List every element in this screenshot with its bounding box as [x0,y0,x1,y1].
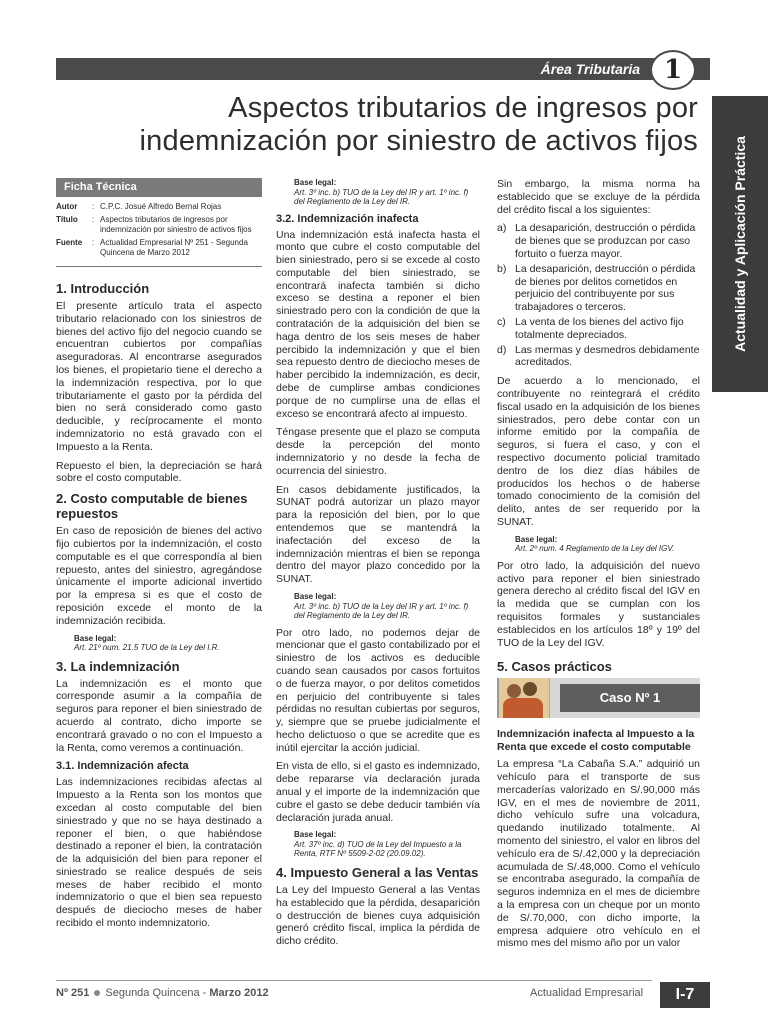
paragraph: La empresa “La Cabaña S.A.” adquirió un vehículo para el transporte de sus mercaderías valorizado en S/.90,000 más IGV, en el mes de noviembre de 2011, dicho vehículo sufre una volcadura, quedando inutilizado totalmente. Al momento del siniestro, el valor en libros del vehículo era de S/.42,000 y la depreciación acumulada de S/.48,000. Como el vehículo se encontraba asegurado, la compañía de seguros indemniza en el mes de diciembre a la empresa con un cheque por un monto de S/.70,000, con dicho importe, la empresa adquiere otro vehículo en el mismo mes del mismo año por un valor [497,758,700,950]
list-item [497,316,700,342]
section-number-badge: 1 [650,50,696,90]
list-item-text: Las mermas y desmedros debidamente acreditados. [515,343,700,369]
legal-basis-title: Base legal: [294,830,337,840]
paragraph: Una indemnización está inafecta hasta el monto que cubre el costo computable del bien siniestrado, pero si se excede al costo computable del bien siniestrado, se encontrará inafecta también si dicho exceso se destina a reponer el bien siniestrado pero con la condición de que la contratación de la adquisición del bien se haga dentro de los seis meses de haber percibido la indemnización y que el bien sea repuesto dentro de dieciocho meses de haber percibido la indemnización, es decir, debe de cumplirse ambas condiciones porque de no cumplirse una de ellas el exceso se encontrará afecto al impuesto. [276,228,480,420]
legal-basis-title: Base legal: [74,633,117,643]
list-marker: c) [497,315,506,328]
section-area-label: Área Tributaria [540,61,640,77]
paragraph: La indemnización es el monto que corresponde asumir a la compañía de seguros para reponer el bien siniestrado de acuerdo al contrato, dicho importe se encontrará gravado o no con el Impuesto a la Renta, como veremos a continuación. [56,677,262,754]
legal-basis [294,592,480,621]
paragraph: La Ley del Impuesto General a las Ventas ha establecido que la pérdida, desaparición o destrucción de bienes cuya adquisición generó crédito fiscal, implica la pérdida de dicho crédito. [276,883,480,948]
list-item [497,222,700,260]
section-header-bar [56,55,710,85]
paragraph: En vista de ello, si el gasto es indemnizado, debe repararse vía declaración jurada anual y el importe de la indemnización que cubre el gasto se debe deducir también vía declaración jurada anual. [276,760,480,824]
list-marker: b) [497,262,507,275]
paragraph: El presente artículo trata el aspecto tributario relacionado con los siniestros de bienes del activo fijo del negocio cuando se encuentran cubiertos por compañías aseguradoras. Al encontrarse asegurados los bienes, el propietario tiene el derecho a la indemnización respectiva, por lo que tributariamente el gasto por la pérdida del bien no será considerado como gasto deducible, y recíprocamente el monto indemnizatorio no está gravado con el Impuesto a la Renta. [56,300,262,453]
ficha-row-titulo [56,215,262,235]
legal-basis-text: Art. 3º inc. b) TUO de la Ley del IR y art. 1º inc. f) del Reglamento de la Ley del IR. [294,187,469,206]
paragraph: En caso de reposición de bienes del activo fijo cubiertos por la indemnización, el costo computable es el que correspondía al bien repuesto, antes del siniestro, agregándose únicamente el importe adicional invertido por la empresa si es que el costo de reposición excede el monto de la indemnización recibida. [56,525,262,627]
paragraph: Por otro lado, la adquisición del nuevo activo para reponer el bien siniestrado genera derecho al crédito fiscal del IGV en la medida que se cumplan con los requisitos formales y sustanciales establecidos en los artículos 18º y 19º del TUO de la Ley del IGV. [497,559,700,649]
legal-basis-text: Art. 3º inc. b) TUO de la Ley del IR y art. 1º inc. f) del Reglamento de la Ley del IR. [294,601,469,621]
ficha-key: Título [56,215,78,224]
legal-basis-text: Art. 2º num. 4 Reglamento de la Ley del IGV. [515,544,675,554]
caso-subtitle: Indemnización inafecta al Impuesto a la Renta que excede el costo computable [497,728,695,754]
ficha-row-fuente [56,238,262,258]
legal-basis [294,830,480,859]
article-title [100,92,698,158]
ficha-key: Fuente [56,238,83,247]
paragraph: En casos debidamente justificados, la SUNAT podrá autorizar un plazo mayor para la reposición del bien, por lo que entendemos que se mantendrá la inafectación del exceso de la indemnización mientras el bien se reponga dentro del mayor plazo concedido por la SUNAT. [276,483,480,586]
ficha-sep: : [92,215,95,224]
footer-divider [56,980,652,981]
paragraph: Téngase presente que el plazo se computa desde la percepción del monto indemnizatorio y no desde la fecha de ocurrencia del siniestro. [276,426,480,477]
caso-banner [497,678,700,718]
legal-basis [294,178,480,207]
ficha-value: Actualidad Empresarial Nº 251 - Segunda Quincena de Marzo 2012 [100,238,248,257]
ficha-divider [56,266,262,267]
legal-basis-title: Base legal: [515,534,558,544]
column-3 [497,178,700,956]
paragraph: Repuesto el bien, la depreciación se hará sobre el costo computable. [56,459,262,485]
column-1 [56,178,262,936]
list-item [497,263,700,314]
footer-period: Segunda Quincena - [105,987,210,999]
paragraph: Sin embargo, la misma norma ha establecido que se excluye de la pérdida del crédito fiscal a los siguientes: [497,178,700,216]
section-heading-introduccion: 1. Introducción [56,281,150,296]
ficha-sep: : [92,202,95,211]
footer-issue: Nº 251 [56,987,90,999]
section-heading-igv: 4. Impuesto General a las Ventas [276,864,479,880]
article-title-line1: Aspectos tributarios de ingresos por [228,92,698,124]
ficha-sep: : [92,238,95,247]
people-photo-icon [499,678,550,718]
legal-basis-title: Base legal: [294,178,337,187]
subsection-heading-afecta: 3.1. Indemnización afecta [56,760,189,773]
bullet-icon [94,990,100,996]
subsection-heading-inafecta: 3.2. Indemnización inafecta [276,212,419,225]
section-heading-costo-computable: 2. Costo computable de bienes repuestos [56,491,248,522]
list-item-text: La desaparición, destrucción o pérdida de bienes que se produzcan por caso fortuito o fuerza mayor. [515,222,696,260]
paragraph: Las indemnizaciones recibidas afectas al Impuesto a la Renta son los montos que excedan al costo computable del bien siniestrado y que no se haya destinado a reponer el bien, o que habiéndose destinado a reponer el bien, la contratación de la adquisición del bien para reponer el siniestrado se realice después de seis meses de haber recibido el monto indemnizatorio o que el bien sea repuesto después de dieciocho meses de haber recibido el monto indemnizatorio. [56,776,262,930]
legal-basis [74,634,262,653]
paragraph: Por otro lado, no podemos dejar de mencionar que el gasto contabilizado por el siniestro de los activos es deducible cuando sean causados por casos fortuitos o de fuerza mayor, o por delitos cometidos en perjuicio del contribuyente si tales pérdidas no resultan cubiertas por seguros, y, siempre que se pruebe judicialmente el hecho delictuoso o que se acredite que es inútil ejercitar la acción judicial. [276,626,480,754]
exclusion-list [497,222,700,369]
side-tab [712,96,768,392]
ficha-tecnica-heading: Ficha Técnica [56,178,262,197]
page-number: I-7 [660,982,710,1008]
article-title-line2: indemnización por siniestro de activos fijos [139,125,698,157]
footer-issue-info [56,987,269,999]
legal-basis-text: Art. 21º num. 21.5 TUO de la Ley del I.R. [74,643,220,653]
list-marker: a) [497,222,507,235]
caso-label: Caso Nº 1 [560,684,700,712]
paragraph: De acuerdo a lo mencionado, el contribuyente no reintegrará el crédito fiscal usado en la adquisición de los bienes siniestrados, pero debe contar con un informe emitido por la compañía de seguros, si fuera el caso, y con el respectivo documento policial tramitado dentro de los diez días hábiles de producidos los hechos o de haberse tomado conocimiento de la comisión del delito, antes de ser requerido por la SUNAT. [497,375,700,528]
section-heading-indemnizacion: 3. La indemnización [56,658,180,674]
legal-basis [515,535,700,554]
list-item-text: La venta de los bienes del activo fijo totalmente depreciados. [515,315,684,341]
legal-basis-text: Art. 37º inc. d) TUO de la Ley del Impuesto a la Renta, RTF Nº 5509-2-02 (20.09.02). [294,839,462,859]
column-2 [276,178,480,954]
ficha-row-autor [56,202,262,212]
footer-period-date: Marzo 2012 [209,987,269,999]
ficha-value: Aspectos tributarios de ingresos por indemnización por siniestro de activos fijos [100,215,252,234]
section-heading-casos-practicos: 5. Casos prácticos [497,659,612,675]
footer-publication: Actualidad Empresarial [530,987,644,999]
list-item [497,344,700,370]
legal-basis-title: Base legal: [294,592,337,602]
list-item-text: La desaparición, destrucción o pérdida de bienes por delitos cometidos en perjuicio del contribuyente por sus trabajadores o terceros. [515,262,696,314]
ficha-value: C.P.C. Josué Alfredo Bernal Rojas [100,202,222,211]
side-tab-label: Actualidad y Aplicación Práctica [732,136,748,352]
list-marker: d) [497,343,507,356]
ficha-key: Autor [56,202,78,211]
